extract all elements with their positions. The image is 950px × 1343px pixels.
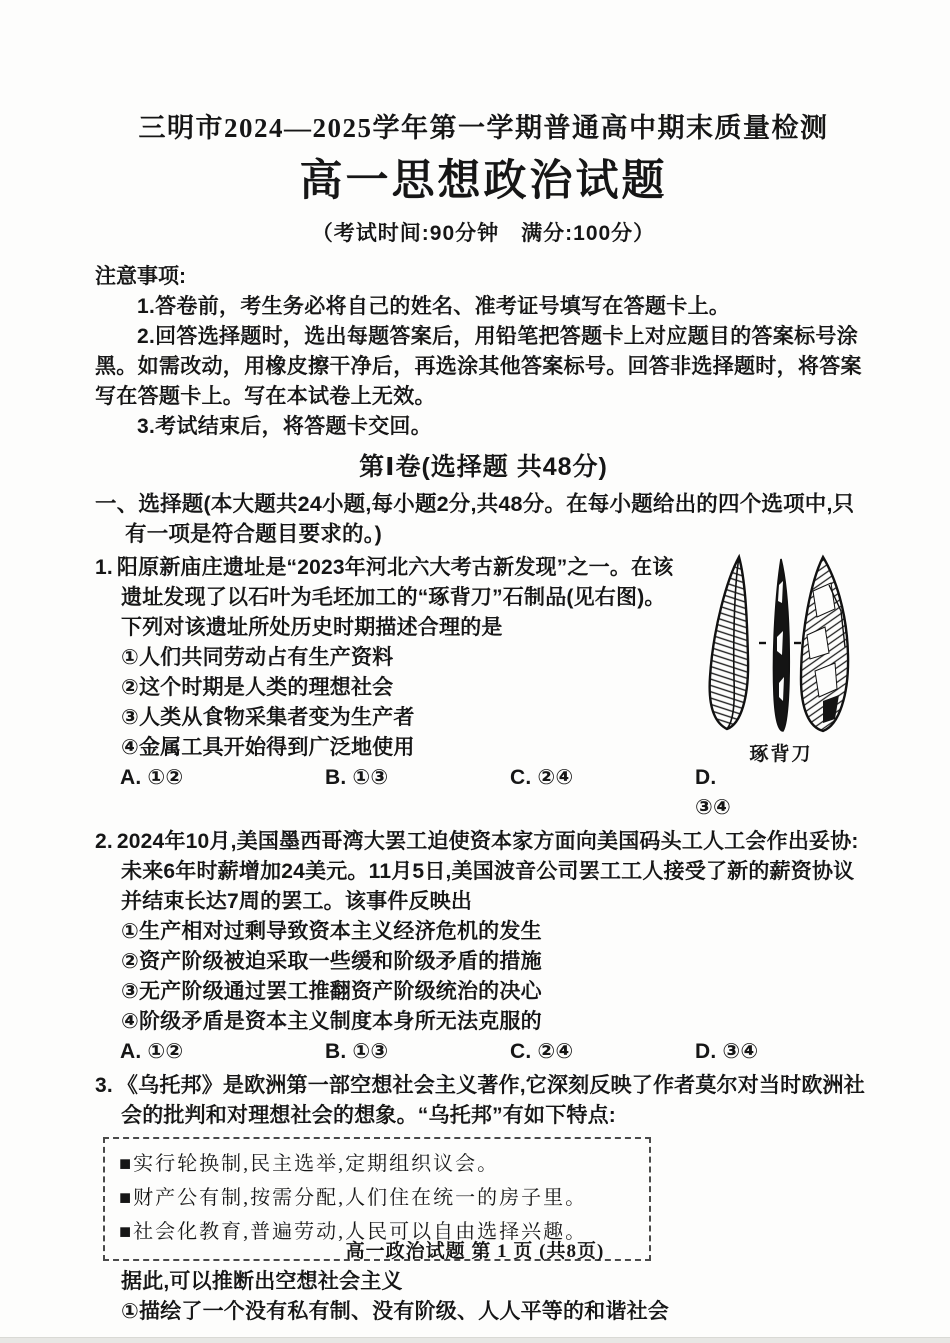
question-1-item-3: ③人类从食物采集者变为生产者 — [121, 706, 415, 729]
utopia-feature-3: ■社会化教育,普遍劳动,人民可以自由选择兴趣。 — [119, 1221, 588, 1243]
question-stem-text: 2024年10月,美国墨西哥湾大罢工迫使资本家方面向美国码头工人工会作出妥协:未来6年时薪增加24美元。11月5日,美国波音公司罢工工人接受了新的薪资协议并结束长达7周的罢工。该事件反映出 — [116, 830, 859, 913]
option-c: C. ②④ — [510, 766, 574, 789]
question-3-item-1: ①描绘了一个没有私有制、没有阶级、人人平等的和谐社会 — [121, 1300, 669, 1323]
option-b: B. ①③ — [325, 1040, 389, 1063]
question-1-options — [120, 763, 731, 823]
notice-item-1: 1.答卷前，考生务必将自己的姓名、准考证号填写在答题卡上。 — [137, 295, 731, 318]
question-1-item-4: ④金属工具开始得到广泛地使用 — [121, 736, 415, 759]
question-number: 3. — [95, 1074, 113, 1097]
stone-tools-drawing — [695, 551, 867, 737]
option-d: D. ③④ — [695, 1040, 759, 1063]
option-a: A. ①② — [120, 766, 184, 789]
option-d: D. ③④ — [695, 766, 731, 819]
question-2-item-2: ②资产阶级被迫采取一些缓和阶级矛盾的措施 — [121, 950, 542, 973]
exam-time-score: （考试时间:90分钟 满分:100分） — [311, 222, 656, 245]
scan-bottom-edge — [0, 1337, 950, 1343]
notice-heading: 注意事项: — [95, 265, 186, 288]
question-1 — [95, 549, 872, 823]
section-title: 第Ⅰ卷(选择题 共48分) — [359, 453, 608, 481]
option-a: A. ①② — [120, 1040, 184, 1063]
question-2-stem — [95, 827, 872, 917]
section-instruction: 一、选择题(本大题共24小题,每小题2分,共48分。在每小题给出的四个选项中,只有一项是符合题目要求的。) — [95, 492, 855, 546]
question-2 — [95, 827, 872, 1067]
exam-subject-title: 高一思想政治试题 — [299, 158, 668, 205]
stone-tools-figure — [692, 551, 870, 766]
figure-caption: 琢背刀 — [749, 744, 813, 765]
question-3-items — [95, 1297, 872, 1327]
utopia-feature-2: ■财产公有制,按需分配,人们住在统一的房子里。 — [119, 1187, 588, 1209]
question-3-lead: 据此,可以推断出空想社会主义 — [121, 1270, 403, 1293]
question-2-items — [95, 917, 872, 1037]
notice-section — [95, 262, 872, 442]
question-number: 1. — [95, 556, 113, 579]
question-3 — [95, 1071, 872, 1327]
question-1-item-1: ①人们共同劳动占有生产资料 — [121, 646, 394, 669]
notice-item-2: 2.回答选择题时，选出每题答案后，用铅笔把答题卡上对应题目的答案标号涂黑。如需改动，用橡皮擦干净后，再选涂其他答案标号。回答非选择题时，将答案写在答题卡上。写在本试卷上无效。 — [95, 325, 862, 408]
option-b: B. ①③ — [325, 766, 389, 789]
question-1-item-2: ②这个时期是人类的理想社会 — [121, 676, 394, 699]
question-number: 2. — [95, 830, 113, 853]
question-2-item-3: ③无产阶级通过罢工推翻资产阶级统治的决心 — [121, 980, 542, 1003]
question-2-options — [120, 1037, 872, 1067]
question-2-item-1: ①生产相对过剩导致资本主义经济危机的发生 — [121, 920, 542, 943]
question-2-item-4: ④阶级矛盾是资本主义制度本身所无法克服的 — [121, 1010, 542, 1033]
exam-session-title: 三明市2024—2025学年第一学期普通高中期末质量检测 — [138, 113, 829, 143]
utopia-feature-1: ■实行轮换制,民主选举,定期组织议会。 — [119, 1153, 500, 1175]
option-c: C. ②④ — [510, 1040, 574, 1063]
page-footer: 高一政治试题 第 1 页 (共8页) — [345, 1241, 605, 1262]
question-stem-text: 阳原新庙庄遗址是“2023年河北六大考古新发现”之一。在该遗址发现了以石叶为毛坯加工的“琢背刀”石制品(见右图)。下列对该遗址所处历史时期描述合理的是 — [116, 556, 674, 639]
question-3-stem — [95, 1071, 872, 1131]
question-stem-text: 《乌托邦》是欧洲第一部空想社会主义著作,它深刻反映了作者莫尔对当时欧洲社会的批判和对理想社会的想象。“乌托邦”有如下特点: — [116, 1074, 865, 1127]
notice-item-3: 3.考试结束后，将答题卡交回。 — [137, 415, 433, 438]
